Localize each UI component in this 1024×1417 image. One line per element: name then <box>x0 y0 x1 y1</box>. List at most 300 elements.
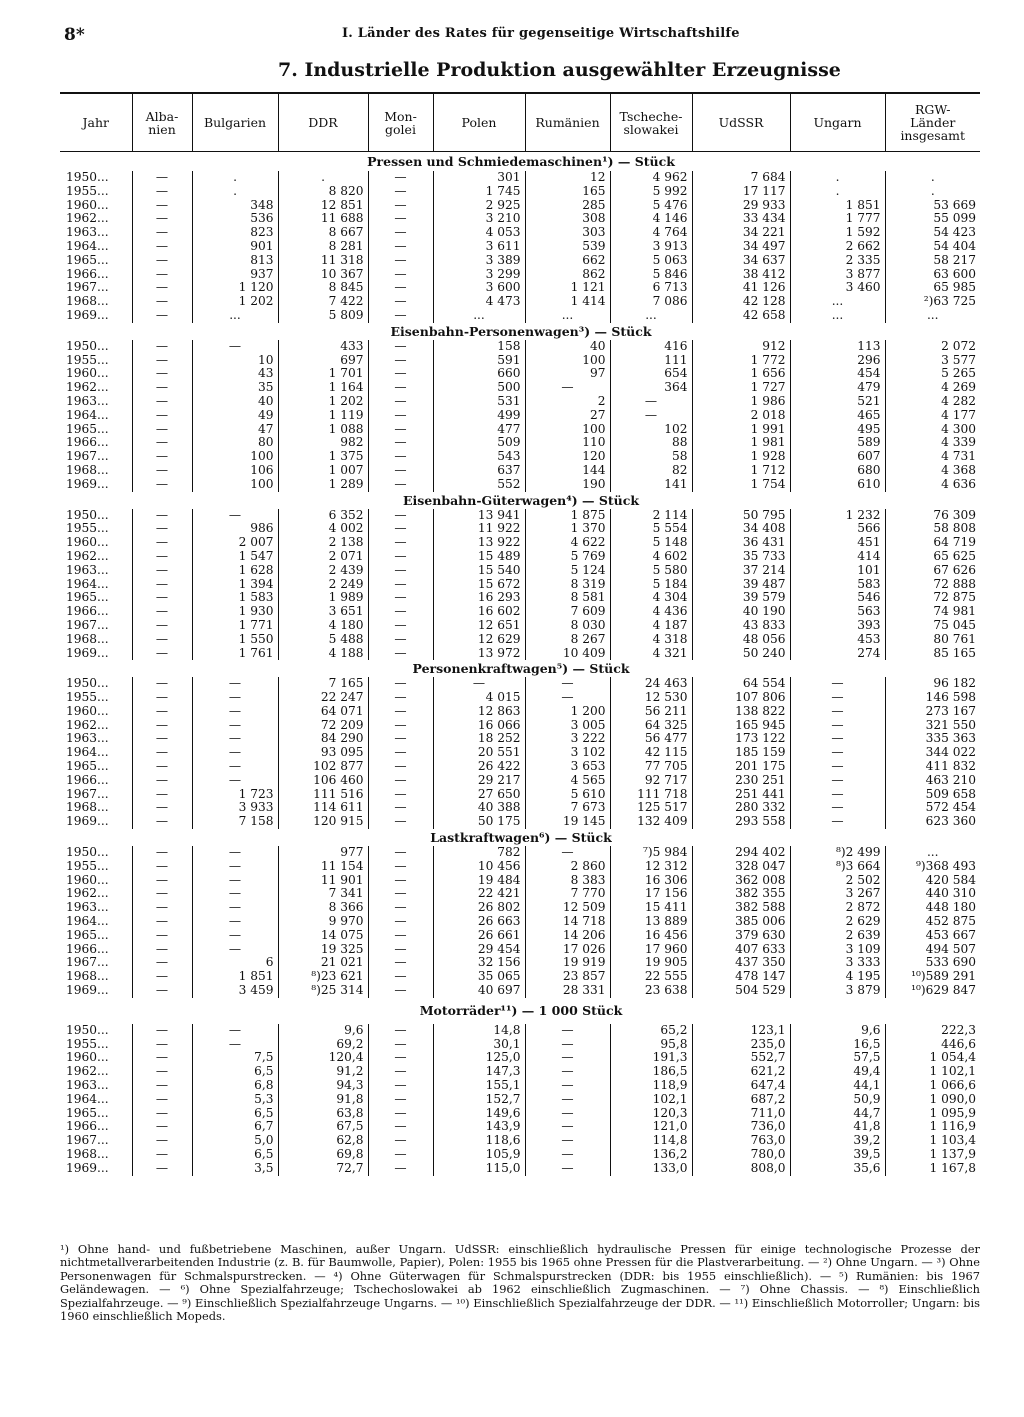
value-cell: 15 540 <box>433 564 525 578</box>
table-row <box>60 887 980 901</box>
value-cell: — <box>132 815 192 829</box>
value-cell: 54 404 <box>885 240 980 254</box>
year-cell: 1966... <box>66 941 109 956</box>
value-cell: 12 <box>525 171 610 185</box>
year-cell: 1969... <box>66 814 109 829</box>
value-cell: — <box>368 450 433 464</box>
value-cell: 711,0 <box>692 1107 790 1121</box>
value-cell: 111 718 <box>610 788 692 802</box>
value-cell: ... <box>790 309 885 323</box>
value-cell: 531 <box>433 395 525 409</box>
year-cell: 1964... <box>66 914 109 929</box>
value-cell: — <box>192 943 278 957</box>
value-cell: 186,5 <box>610 1065 692 1079</box>
value-cell: 504 529 <box>692 984 790 998</box>
value-cell: 58 217 <box>885 254 980 268</box>
value-cell: 72 888 <box>885 578 980 592</box>
value-cell: — <box>192 1024 278 1038</box>
header-mongolei: Mon- golei <box>368 93 433 152</box>
value-cell: 621,2 <box>692 1065 790 1079</box>
value-cell: 4 269 <box>885 381 980 395</box>
value-cell: — <box>368 719 433 733</box>
value-cell: 69,8 <box>278 1148 368 1162</box>
value-cell: 3 005 <box>525 719 610 733</box>
value-cell: 3 299 <box>433 268 525 282</box>
footnotes <box>60 1243 980 1323</box>
value-cell: — <box>192 915 278 929</box>
value-cell: . <box>278 171 368 185</box>
value-cell: — <box>132 887 192 901</box>
value-cell: — <box>132 746 192 760</box>
value-cell: 1 370 <box>525 522 610 536</box>
value-cell: 2 872 <box>790 901 885 915</box>
value-cell: 2 018 <box>692 409 790 423</box>
value-cell: ⁸)3 664 <box>790 860 885 874</box>
value-cell: 654 <box>610 367 692 381</box>
value-cell: . <box>790 185 885 199</box>
value-cell: 451 <box>790 536 885 550</box>
value-cell: 141 <box>610 478 692 492</box>
value-cell: 901 <box>192 240 278 254</box>
year-cell: 1950... <box>66 507 109 522</box>
value-cell: 16,5 <box>790 1038 885 1052</box>
value-cell: 20 551 <box>433 746 525 760</box>
value-cell: — <box>610 395 692 409</box>
value-cell: 97 <box>525 367 610 381</box>
value-cell: 552 <box>433 478 525 492</box>
value-cell: — <box>790 705 885 719</box>
year-cell: 1968... <box>66 462 109 477</box>
table-row <box>60 691 980 705</box>
value-cell: — <box>132 801 192 815</box>
value-cell: 17 026 <box>525 943 610 957</box>
value-cell: 986 <box>192 522 278 536</box>
value-cell: 420 584 <box>885 874 980 888</box>
value-cell: ... <box>885 309 980 323</box>
value-cell: — <box>132 478 192 492</box>
value-cell: — <box>368 984 433 998</box>
year-cell: 1955... <box>66 183 109 198</box>
value-cell: — <box>368 309 433 323</box>
value-cell: — <box>368 240 433 254</box>
value-cell: 72 209 <box>278 719 368 733</box>
value-cell: 494 507 <box>885 943 980 957</box>
value-cell: 977 <box>278 846 368 860</box>
value-cell: 17 156 <box>610 887 692 901</box>
value-cell: 13 941 <box>433 509 525 523</box>
value-cell: 509 658 <box>885 788 980 802</box>
table-row <box>60 381 980 395</box>
value-cell: 1 754 <box>692 478 790 492</box>
section-title-row <box>60 152 980 172</box>
value-cell: — <box>525 381 610 395</box>
value-cell: — <box>192 705 278 719</box>
value-cell: — <box>132 254 192 268</box>
value-cell: 49,4 <box>790 1065 885 1079</box>
value-cell: 23 638 <box>610 984 692 998</box>
value-cell: 4 321 <box>610 647 692 661</box>
value-cell: 1 167,8 <box>885 1162 980 1176</box>
value-cell: — <box>132 774 192 788</box>
value-cell: 75 045 <box>885 619 980 633</box>
table-row <box>60 550 980 564</box>
year-cell: 1962... <box>66 211 109 226</box>
value-cell: 2 860 <box>525 860 610 874</box>
value-cell: — <box>132 1024 192 1038</box>
value-cell: 147,3 <box>433 1065 525 1079</box>
value-cell: — <box>132 719 192 733</box>
table-row <box>60 1024 980 1038</box>
value-cell: 8 820 <box>278 185 368 199</box>
value-cell: — <box>132 240 192 254</box>
value-cell: 1 088 <box>278 423 368 437</box>
value-cell: — <box>192 1038 278 1052</box>
table-row <box>60 846 980 860</box>
value-cell: — <box>368 647 433 661</box>
value-cell: 136,2 <box>610 1148 692 1162</box>
value-cell: 95,8 <box>610 1038 692 1052</box>
value-cell: 273 167 <box>885 705 980 719</box>
value-cell: 91,2 <box>278 1065 368 1079</box>
table-row <box>60 860 980 874</box>
value-cell: 2 114 <box>610 509 692 523</box>
table-row <box>60 340 980 354</box>
value-cell: 185 159 <box>692 746 790 760</box>
value-cell: — <box>368 1093 433 1107</box>
value-cell: 539 <box>525 240 610 254</box>
value-cell: 47 <box>192 423 278 437</box>
year-cell: 1965... <box>66 927 109 942</box>
value-cell: 41 126 <box>692 281 790 295</box>
value-cell: 2 439 <box>278 564 368 578</box>
value-cell: 1 745 <box>433 185 525 199</box>
value-cell: 62,8 <box>278 1134 368 1148</box>
value-cell: 563 <box>790 605 885 619</box>
value-cell: 35 065 <box>433 970 525 984</box>
value-cell: 143,9 <box>433 1120 525 1134</box>
value-cell: 15 672 <box>433 578 525 592</box>
value-cell: — <box>790 788 885 802</box>
value-cell: 9,6 <box>790 1024 885 1038</box>
value-cell: 453 <box>790 633 885 647</box>
value-cell: 50 240 <box>692 647 790 661</box>
value-cell: 5,0 <box>192 1134 278 1148</box>
year-cell: 1964... <box>66 407 109 422</box>
value-cell: 8 319 <box>525 578 610 592</box>
header-albanien: Alba- nien <box>132 93 192 152</box>
value-cell: 736,0 <box>692 1120 790 1134</box>
value-cell: — <box>132 1065 192 1079</box>
year-cell: 1967... <box>66 786 109 801</box>
value-cell: 335 363 <box>885 732 980 746</box>
value-cell: 19 145 <box>525 815 610 829</box>
value-cell: 1 137,9 <box>885 1148 980 1162</box>
value-cell: 566 <box>790 522 885 536</box>
value-cell: 22 555 <box>610 970 692 984</box>
value-cell: 14,8 <box>433 1024 525 1038</box>
value-cell: 5 769 <box>525 550 610 564</box>
value-cell: 16 602 <box>433 605 525 619</box>
value-cell: — <box>525 677 610 691</box>
year-cell: 1960... <box>66 872 109 887</box>
value-cell: — <box>433 677 525 691</box>
table-row <box>60 915 980 929</box>
value-cell: 411 832 <box>885 760 980 774</box>
value-cell: 452 875 <box>885 915 980 929</box>
value-cell: 22 247 <box>278 691 368 705</box>
value-cell: 521 <box>790 395 885 409</box>
value-cell: — <box>192 929 278 943</box>
value-cell: 660 <box>433 367 525 381</box>
year-cell: 1968... <box>66 294 109 309</box>
value-cell: — <box>132 409 192 423</box>
value-cell: — <box>132 295 192 309</box>
table-row <box>60 268 980 282</box>
table-row <box>60 367 980 381</box>
value-cell: — <box>368 550 433 564</box>
table-row <box>60 874 980 888</box>
value-cell: 39 579 <box>692 591 790 605</box>
value-cell: 11 318 <box>278 254 368 268</box>
value-cell: 1 851 <box>192 970 278 984</box>
value-cell: 118,9 <box>610 1079 692 1093</box>
value-cell: 454 <box>790 367 885 381</box>
value-cell: 23 857 <box>525 970 610 984</box>
value-cell: — <box>132 281 192 295</box>
header-ungarn: Ungarn <box>790 93 885 152</box>
value-cell: 49 <box>192 409 278 423</box>
year-cell: 1950... <box>66 338 109 353</box>
value-cell: 64 554 <box>692 677 790 691</box>
table-row <box>60 1038 980 1052</box>
value-cell: — <box>132 705 192 719</box>
table-row <box>60 536 980 550</box>
value-cell: — <box>368 478 433 492</box>
value-cell: 19 905 <box>610 956 692 970</box>
value-cell: — <box>525 1024 610 1038</box>
value-cell: — <box>368 578 433 592</box>
header-rgw-insgesamt: RGW- Länder insgesamt <box>885 93 980 152</box>
value-cell: — <box>610 409 692 423</box>
year-cell: 1962... <box>66 380 109 395</box>
value-cell: 50 795 <box>692 509 790 523</box>
year-cell: 1963... <box>66 900 109 915</box>
value-cell: 15 489 <box>433 550 525 564</box>
year-cell: 1955... <box>66 858 109 873</box>
value-cell: 1 628 <box>192 564 278 578</box>
value-cell: — <box>132 956 192 970</box>
value-cell: 3 611 <box>433 240 525 254</box>
year-cell: 1969... <box>66 307 109 322</box>
value-cell: — <box>368 1024 433 1038</box>
value-cell: 8 581 <box>525 591 610 605</box>
table-row <box>60 591 980 605</box>
value-cell: 114,8 <box>610 1134 692 1148</box>
value-cell: — <box>132 619 192 633</box>
section-title: Personenkraftwagen⁵) — Stück <box>412 661 630 677</box>
table-row <box>60 436 980 450</box>
value-cell: 4 002 <box>278 522 368 536</box>
value-cell: — <box>368 395 433 409</box>
value-cell: . <box>790 171 885 185</box>
value-cell: 105,9 <box>433 1148 525 1162</box>
value-cell: — <box>132 367 192 381</box>
value-cell: 158 <box>433 340 525 354</box>
value-cell: 120,3 <box>610 1107 692 1121</box>
value-cell: — <box>192 677 278 691</box>
value-cell: — <box>368 295 433 309</box>
value-cell: 120,4 <box>278 1051 368 1065</box>
value-cell: 1 120 <box>192 281 278 295</box>
value-cell: 465 <box>790 409 885 423</box>
value-cell: 3 877 <box>790 268 885 282</box>
value-cell: 132 409 <box>610 815 692 829</box>
value-cell: 3 653 <box>525 760 610 774</box>
value-cell: 42 115 <box>610 746 692 760</box>
value-cell: — <box>132 788 192 802</box>
section-title-row <box>60 323 980 340</box>
value-cell: 3 333 <box>790 956 885 970</box>
value-cell: 1 592 <box>790 226 885 240</box>
value-cell: — <box>192 732 278 746</box>
value-cell: 92 717 <box>610 774 692 788</box>
table-row <box>60 984 980 998</box>
value-cell: — <box>132 1079 192 1093</box>
value-cell: 296 <box>790 354 885 368</box>
value-cell: 32 156 <box>433 956 525 970</box>
value-cell: 6,7 <box>192 1120 278 1134</box>
value-cell: 4 962 <box>610 171 692 185</box>
value-cell: — <box>192 719 278 733</box>
value-cell: 328 047 <box>692 860 790 874</box>
value-cell: — <box>132 1162 192 1176</box>
value-cell: — <box>525 1065 610 1079</box>
value-cell: 4 195 <box>790 970 885 984</box>
value-cell: — <box>368 367 433 381</box>
value-cell: 4 318 <box>610 633 692 647</box>
value-cell: 14 075 <box>278 929 368 943</box>
value-cell: — <box>525 1093 610 1107</box>
value-cell: 82 <box>610 464 692 478</box>
value-cell: 446,6 <box>885 1038 980 1052</box>
value-cell: — <box>132 185 192 199</box>
value-cell: 7 770 <box>525 887 610 901</box>
value-cell: 230 251 <box>692 774 790 788</box>
value-cell: — <box>132 929 192 943</box>
value-cell: — <box>132 633 192 647</box>
value-cell: — <box>368 354 433 368</box>
value-cell: — <box>525 1134 610 1148</box>
value-cell: — <box>525 1038 610 1052</box>
value-cell: 40 <box>192 395 278 409</box>
value-cell: — <box>132 1051 192 1065</box>
value-cell: — <box>132 1134 192 1148</box>
table-title: 7. Industrielle Produktion ausgewählter Erzeugnisse <box>278 59 841 81</box>
value-cell: 4 473 <box>433 295 525 309</box>
table-row <box>60 901 980 915</box>
value-cell: 6,5 <box>192 1107 278 1121</box>
value-cell: 280 332 <box>692 801 790 815</box>
value-cell: 3 210 <box>433 212 525 226</box>
value-cell: 2 <box>525 395 610 409</box>
value-cell: 191,3 <box>610 1051 692 1065</box>
value-cell: — <box>368 591 433 605</box>
year-cell: 1969... <box>66 476 109 491</box>
value-cell: 201 175 <box>692 760 790 774</box>
value-cell: 26 802 <box>433 901 525 915</box>
value-cell: 84 290 <box>278 732 368 746</box>
value-cell: 813 <box>192 254 278 268</box>
year-cell: 1969... <box>66 983 109 998</box>
value-cell: 607 <box>790 450 885 464</box>
year-cell: 1965... <box>66 421 109 436</box>
table-body <box>60 152 980 1176</box>
year-cell: 1969... <box>66 645 109 660</box>
value-cell: — <box>525 1051 610 1065</box>
value-cell: 3 933 <box>192 801 278 815</box>
value-cell: — <box>132 340 192 354</box>
value-cell: — <box>132 381 192 395</box>
value-cell: 1 394 <box>192 578 278 592</box>
value-cell: 29 933 <box>692 199 790 213</box>
value-cell: 102,1 <box>610 1093 692 1107</box>
value-cell: — <box>368 171 433 185</box>
value-cell: ¹⁰)589 291 <box>885 970 980 984</box>
value-cell: — <box>192 760 278 774</box>
table-row <box>60 199 980 213</box>
value-cell: . <box>192 185 278 199</box>
value-cell: — <box>368 815 433 829</box>
value-cell: 2 007 <box>192 536 278 550</box>
value-cell: 344 022 <box>885 746 980 760</box>
value-cell: 10 <box>192 354 278 368</box>
value-cell: — <box>525 846 610 860</box>
value-cell: 133,0 <box>610 1162 692 1176</box>
value-cell: — <box>790 760 885 774</box>
value-cell: 982 <box>278 436 368 450</box>
value-cell: 7 422 <box>278 295 368 309</box>
value-cell: — <box>790 815 885 829</box>
value-cell: 546 <box>790 591 885 605</box>
value-cell: 1 121 <box>525 281 610 295</box>
table-row <box>60 226 980 240</box>
value-cell: 543 <box>433 450 525 464</box>
value-cell: 17 960 <box>610 943 692 957</box>
table-row <box>60 522 980 536</box>
value-cell: 11 154 <box>278 860 368 874</box>
year-cell: 1955... <box>66 1036 109 1051</box>
value-cell: — <box>192 691 278 705</box>
year-cell: 1964... <box>66 745 109 760</box>
year-cell: 1964... <box>66 1091 109 1106</box>
value-cell: — <box>525 1162 610 1176</box>
value-cell: . <box>885 185 980 199</box>
table-row <box>60 705 980 719</box>
value-cell: — <box>132 915 192 929</box>
value-cell: 50 175 <box>433 815 525 829</box>
value-cell: — <box>790 732 885 746</box>
value-cell: 348 <box>192 199 278 213</box>
value-cell: 35 <box>192 381 278 395</box>
value-cell: 453 667 <box>885 929 980 943</box>
value-cell: 21 021 <box>278 956 368 970</box>
value-cell: 101 <box>790 564 885 578</box>
value-cell: 144 <box>525 464 610 478</box>
table-row <box>60 309 980 323</box>
value-cell: 509 <box>433 436 525 450</box>
value-cell: 1 701 <box>278 367 368 381</box>
value-cell: 72,7 <box>278 1162 368 1176</box>
